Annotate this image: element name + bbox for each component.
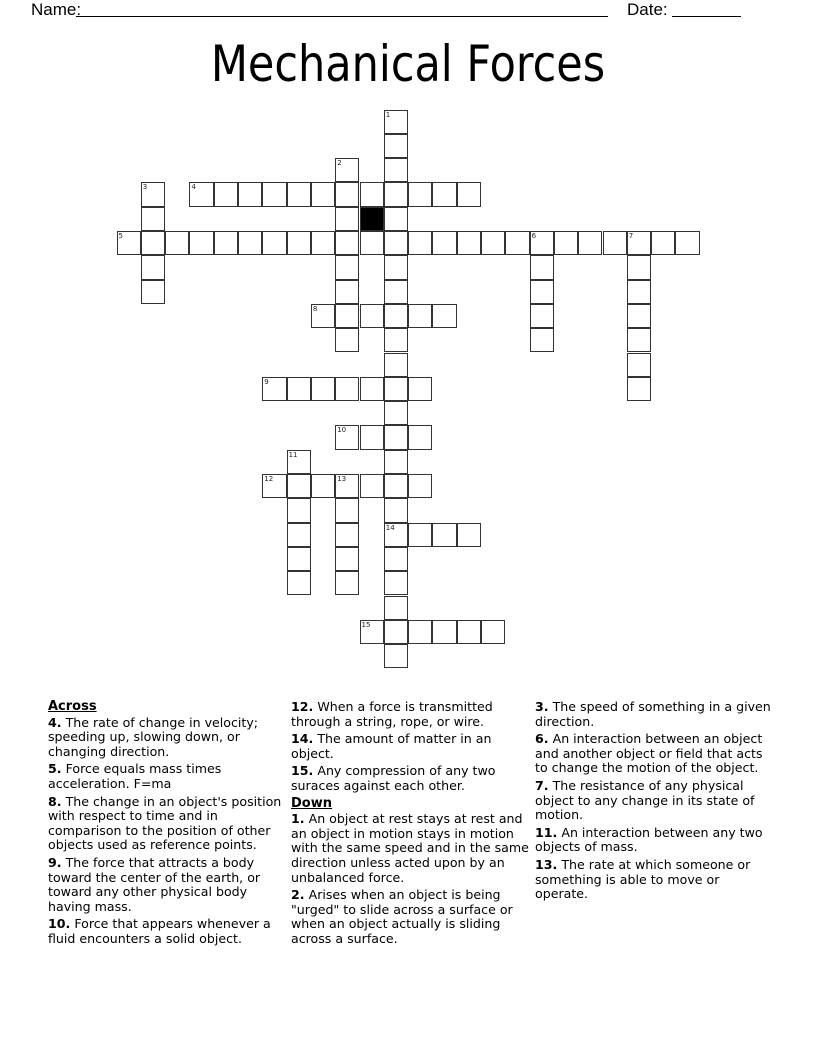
grid-cell[interactable] bbox=[141, 255, 165, 279]
clue-text: Any compression of any two suraces against each other. bbox=[291, 763, 496, 793]
date-field[interactable] bbox=[672, 16, 741, 17]
grid-cell[interactable] bbox=[432, 231, 456, 255]
grid-cell[interactable] bbox=[384, 328, 408, 352]
grid-cell[interactable] bbox=[335, 328, 359, 352]
clue-number-label: 12 bbox=[264, 475, 274, 483]
clue-down-13 bbox=[535, 858, 775, 902]
grid-cell[interactable] bbox=[360, 231, 384, 255]
grid-cell[interactable] bbox=[384, 474, 408, 498]
grid-cell[interactable] bbox=[335, 280, 359, 304]
grid-cell[interactable] bbox=[335, 182, 359, 206]
grid-cell[interactable] bbox=[384, 401, 408, 425]
page-title: Mechanical Forces bbox=[210, 35, 606, 93]
clue-number: 14. bbox=[291, 731, 314, 747]
grid-cell[interactable] bbox=[408, 474, 432, 498]
clue-text: Arises when an object is being "urged" to slide across a surface or when an object actually is sliding across a surface. bbox=[291, 887, 513, 946]
clue-number: 10. bbox=[48, 916, 71, 932]
grid-cell[interactable] bbox=[117, 231, 141, 255]
black-cell bbox=[360, 207, 384, 231]
grid-cell[interactable] bbox=[335, 498, 359, 522]
grid-cell[interactable] bbox=[335, 377, 359, 401]
grid-cell[interactable] bbox=[627, 280, 651, 304]
grid-cell[interactable] bbox=[384, 158, 408, 182]
grid-cell[interactable] bbox=[384, 644, 408, 668]
clue-across-15 bbox=[291, 764, 531, 793]
clue-text: Force that appears whenever a fluid encounters a solid object. bbox=[48, 916, 271, 946]
clue-text: An object at rest stays at rest and an object in motion stays in motion with the same speed and in the same direction unless acted upon by an unbalanced force. bbox=[291, 811, 529, 885]
grid-cell[interactable] bbox=[287, 498, 311, 522]
grid-cell[interactable] bbox=[384, 523, 408, 547]
grid-cell[interactable] bbox=[384, 182, 408, 206]
grid-cell[interactable] bbox=[335, 547, 359, 571]
grid-cell[interactable] bbox=[262, 474, 286, 498]
grid-cell[interactable] bbox=[335, 207, 359, 231]
clue-number: 6. bbox=[535, 731, 549, 747]
clue-number: 4. bbox=[48, 714, 62, 730]
clue-down-3 bbox=[535, 700, 775, 729]
grid-cell[interactable] bbox=[287, 571, 311, 595]
grid-cell[interactable] bbox=[384, 498, 408, 522]
grid-cell[interactable] bbox=[432, 182, 456, 206]
grid-cell[interactable] bbox=[457, 182, 481, 206]
grid-cell[interactable] bbox=[384, 425, 408, 449]
grid-cell[interactable] bbox=[578, 231, 602, 255]
clue-number-label: 5 bbox=[118, 232, 123, 240]
grid-cell[interactable] bbox=[335, 255, 359, 279]
clue-number: 1. bbox=[291, 811, 305, 827]
clue-text: An interaction between any two objects of mass. bbox=[535, 824, 763, 855]
grid-cell[interactable] bbox=[457, 620, 481, 644]
grid-cell[interactable] bbox=[262, 182, 286, 206]
grid-cell[interactable] bbox=[384, 353, 408, 377]
grid-cell[interactable] bbox=[408, 304, 432, 328]
grid-cell[interactable] bbox=[384, 207, 408, 231]
grid-cell[interactable] bbox=[165, 231, 189, 255]
grid-cell[interactable] bbox=[627, 231, 651, 255]
grid-cell[interactable] bbox=[335, 304, 359, 328]
clues-column-1 bbox=[48, 700, 288, 950]
grid-cell[interactable] bbox=[335, 571, 359, 595]
grid-cell[interactable] bbox=[141, 182, 165, 206]
clue-across-5 bbox=[48, 762, 288, 791]
grid-cell[interactable] bbox=[262, 377, 286, 401]
grid-cell[interactable] bbox=[335, 158, 359, 182]
grid-cell[interactable] bbox=[481, 620, 505, 644]
across-heading: Across bbox=[48, 699, 97, 714]
clue-across-9 bbox=[48, 856, 288, 914]
grid-cell[interactable] bbox=[189, 231, 213, 255]
grid-cell[interactable] bbox=[457, 231, 481, 255]
grid-cell[interactable] bbox=[214, 182, 238, 206]
clue-text: An interaction between an object and another object or field that acts to change the motion of the object. bbox=[535, 731, 763, 776]
grid-cell[interactable] bbox=[627, 328, 651, 352]
grid-cell[interactable] bbox=[530, 231, 554, 255]
clue-number: 3. bbox=[535, 699, 549, 714]
clue-text: The rate of change in velocity; speeding up, slowing down, or changing direction. bbox=[48, 714, 259, 759]
grid-cell[interactable] bbox=[311, 377, 335, 401]
clue-number-label: 7 bbox=[628, 232, 634, 240]
grid-cell[interactable] bbox=[432, 304, 456, 328]
grid-cell[interactable] bbox=[530, 255, 554, 279]
grid-cell[interactable] bbox=[335, 523, 359, 547]
clue-number-label: 10 bbox=[337, 426, 347, 435]
clue-across-4 bbox=[48, 716, 288, 760]
clue-text: When a force is transmitted through a string, rope, or wire. bbox=[291, 699, 493, 729]
grid-cell[interactable] bbox=[384, 255, 408, 279]
grid-cell[interactable] bbox=[360, 304, 384, 328]
grid-cell[interactable] bbox=[627, 255, 651, 279]
clue-across-10 bbox=[48, 917, 288, 946]
clue-text: Force equals mass times acceleration. F=ma bbox=[48, 761, 222, 791]
grid-cell[interactable] bbox=[530, 328, 554, 352]
clue-number: 5. bbox=[48, 761, 62, 777]
grid-cell[interactable] bbox=[384, 620, 408, 644]
clue-number-label: 15 bbox=[361, 620, 371, 629]
grid-cell[interactable] bbox=[311, 231, 335, 255]
grid-cell[interactable] bbox=[287, 377, 311, 401]
clue-number: 2. bbox=[291, 887, 305, 903]
grid-cell[interactable] bbox=[384, 547, 408, 571]
clue-text: The speed of something in a given direction. bbox=[535, 699, 771, 729]
grid-cell[interactable] bbox=[384, 450, 408, 474]
clue-number: 12. bbox=[291, 699, 314, 714]
grid-cell[interactable] bbox=[457, 523, 481, 547]
grid-cell[interactable] bbox=[287, 231, 311, 255]
clue-number-label: 8 bbox=[312, 304, 318, 313]
clues-column-3 bbox=[535, 700, 775, 905]
grid-cell[interactable] bbox=[360, 377, 384, 401]
grid-cell[interactable] bbox=[311, 182, 335, 206]
down-heading: Down bbox=[291, 795, 332, 811]
grid-cell[interactable] bbox=[214, 231, 238, 255]
grid-cell[interactable] bbox=[408, 425, 432, 449]
clue-across-8 bbox=[48, 795, 288, 853]
clue-text: The amount of matter in an object. bbox=[291, 731, 492, 761]
grid-cell[interactable] bbox=[360, 474, 384, 498]
grid-cell[interactable] bbox=[360, 620, 384, 644]
clue-number: 8. bbox=[48, 793, 62, 809]
grid-cell[interactable] bbox=[530, 280, 554, 304]
grid-cell[interactable] bbox=[432, 620, 456, 644]
grid-cell[interactable] bbox=[360, 425, 384, 449]
grid-cell[interactable] bbox=[505, 231, 529, 255]
clue-down-7 bbox=[535, 779, 775, 823]
clue-down-6 bbox=[535, 732, 775, 776]
clue-down-1 bbox=[291, 812, 531, 885]
grid-cell[interactable] bbox=[408, 182, 432, 206]
grid-cell[interactable] bbox=[627, 353, 651, 377]
grid-cell[interactable] bbox=[384, 571, 408, 595]
grid-cell[interactable] bbox=[384, 596, 408, 620]
clue-number-label: 11 bbox=[288, 450, 298, 459]
clue-number: 9. bbox=[48, 854, 62, 870]
grid-cell[interactable] bbox=[408, 620, 432, 644]
grid-cell[interactable] bbox=[335, 425, 359, 449]
date-label: Date: bbox=[627, 0, 668, 19]
clue-number: 15. bbox=[291, 763, 314, 779]
grid-cell[interactable] bbox=[287, 523, 311, 547]
grid-cell[interactable] bbox=[287, 474, 311, 498]
clue-text: The rate at which someone or something is able to move or operate. bbox=[535, 856, 751, 902]
grid-cell[interactable] bbox=[335, 474, 359, 498]
clue-number: 11. bbox=[535, 824, 558, 840]
grid-cell[interactable] bbox=[408, 523, 432, 547]
grid-cell[interactable] bbox=[287, 182, 311, 206]
clue-text: The force that attracts a body toward the center of the earth, or toward any other physical body having mass. bbox=[48, 854, 261, 914]
clue-number-label: 2 bbox=[337, 159, 342, 168]
clue-number-label: 6 bbox=[531, 232, 537, 240]
grid-cell[interactable] bbox=[432, 523, 456, 547]
grid-cell[interactable] bbox=[408, 377, 432, 401]
grid-cell[interactable] bbox=[238, 182, 262, 206]
grid-cell[interactable] bbox=[311, 474, 335, 498]
grid-cell[interactable] bbox=[141, 280, 165, 304]
grid-cell[interactable] bbox=[335, 231, 359, 255]
clue-number-label: 1 bbox=[385, 110, 391, 119]
grid-cell[interactable] bbox=[651, 231, 675, 255]
grid-cell[interactable] bbox=[384, 110, 408, 134]
clue-down-2 bbox=[291, 888, 531, 946]
grid-cell[interactable] bbox=[262, 231, 286, 255]
grid-cell[interactable] bbox=[141, 207, 165, 231]
clue-across-14 bbox=[291, 732, 531, 761]
clue-number-label: 4 bbox=[191, 183, 196, 192]
grid-cell[interactable] bbox=[384, 280, 408, 304]
grid-cell[interactable] bbox=[384, 304, 408, 328]
grid-cell[interactable] bbox=[384, 231, 408, 255]
grid-cell[interactable] bbox=[287, 450, 311, 474]
clues-column-2 bbox=[291, 700, 531, 950]
grid-cell[interactable] bbox=[408, 231, 432, 255]
clue-number: 7. bbox=[535, 777, 549, 793]
grid-cell[interactable] bbox=[627, 304, 651, 328]
grid-cell[interactable] bbox=[627, 377, 651, 401]
clue-text: The change in an object's position with respect to time and in comparison to the position of other objects used as reference points. bbox=[48, 793, 282, 853]
clue-number-label: 14 bbox=[385, 523, 395, 532]
grid-cell[interactable] bbox=[360, 182, 384, 206]
clue-number-label: 9 bbox=[264, 377, 269, 386]
grid-cell[interactable] bbox=[384, 134, 408, 158]
name-label: Name: bbox=[31, 0, 82, 19]
clue-number: 13. bbox=[535, 856, 558, 872]
grid-cell[interactable] bbox=[481, 231, 505, 255]
clue-number-label: 13 bbox=[337, 475, 347, 483]
name-field[interactable] bbox=[76, 16, 608, 17]
clue-text: The resistance of any physical object to any change in its state of motion. bbox=[535, 777, 755, 823]
grid-cell[interactable] bbox=[675, 231, 699, 255]
clue-number-label: 3 bbox=[142, 183, 148, 192]
grid-cell[interactable] bbox=[311, 304, 335, 328]
clue-down-11 bbox=[535, 826, 775, 855]
grid-cell[interactable] bbox=[141, 231, 165, 255]
grid-cell[interactable] bbox=[554, 231, 578, 255]
grid-cell[interactable] bbox=[287, 547, 311, 571]
grid-cell[interactable] bbox=[238, 231, 262, 255]
grid-cell[interactable] bbox=[384, 377, 408, 401]
clue-across-12 bbox=[291, 700, 531, 729]
grid-cell[interactable] bbox=[189, 182, 213, 206]
grid-cell[interactable] bbox=[530, 304, 554, 328]
grid-cell[interactable] bbox=[603, 231, 627, 255]
